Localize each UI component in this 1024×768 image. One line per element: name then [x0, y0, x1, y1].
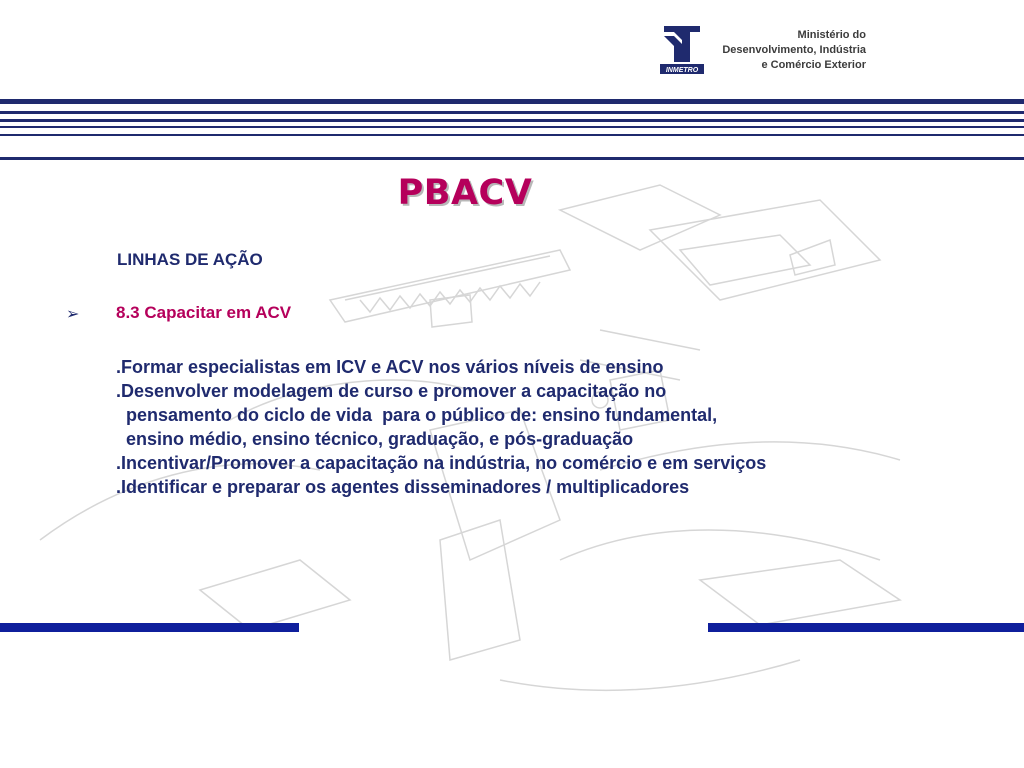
item-title: 8.3 Capacitar em ACV — [116, 303, 292, 322]
section-label: LINHAS DE AÇÃO — [117, 250, 263, 269]
footer-bar-right — [708, 623, 1024, 632]
header-stripe — [0, 111, 1024, 114]
body-line: .Desenvolver modelagem de curso e promover a capacitação no — [116, 381, 667, 401]
body-text — [116, 355, 766, 499]
ministry-line-1: Ministério do — [797, 29, 866, 41]
body-line: .Formar especialistas em ICV e ACV nos vários níveis de ensino — [116, 357, 664, 377]
body-line: .Identificar e preparar os agentes disseminadores / multiplicadores — [116, 477, 690, 497]
ministry-name — [700, 28, 866, 73]
ministry-line-2: Desenvolvimento, Indústria — [722, 44, 866, 56]
ministry-line-3: e Comércio Exterior — [761, 59, 866, 71]
body-line: .Incentivar/Promover a capacitação na indústria, no comércio e em serviços — [116, 453, 767, 473]
arrow-bullet-icon: ➢ — [66, 304, 80, 323]
svg-text:INMETRO: INMETRO — [665, 67, 699, 74]
header-stripe — [0, 119, 1024, 122]
header-stripe — [0, 134, 1024, 136]
header-stripe — [0, 157, 1024, 160]
body-line: ensino médio, ensino técnico, graduação, e pós-graduação — [116, 429, 634, 449]
header-stripe — [0, 99, 1024, 104]
slide-title: PBACV — [397, 173, 533, 213]
header-stripe — [0, 126, 1024, 128]
body-line: pensamento do ciclo de vida para o público de: ensino fundamental, — [116, 405, 718, 425]
footer-bar-left — [0, 623, 299, 632]
